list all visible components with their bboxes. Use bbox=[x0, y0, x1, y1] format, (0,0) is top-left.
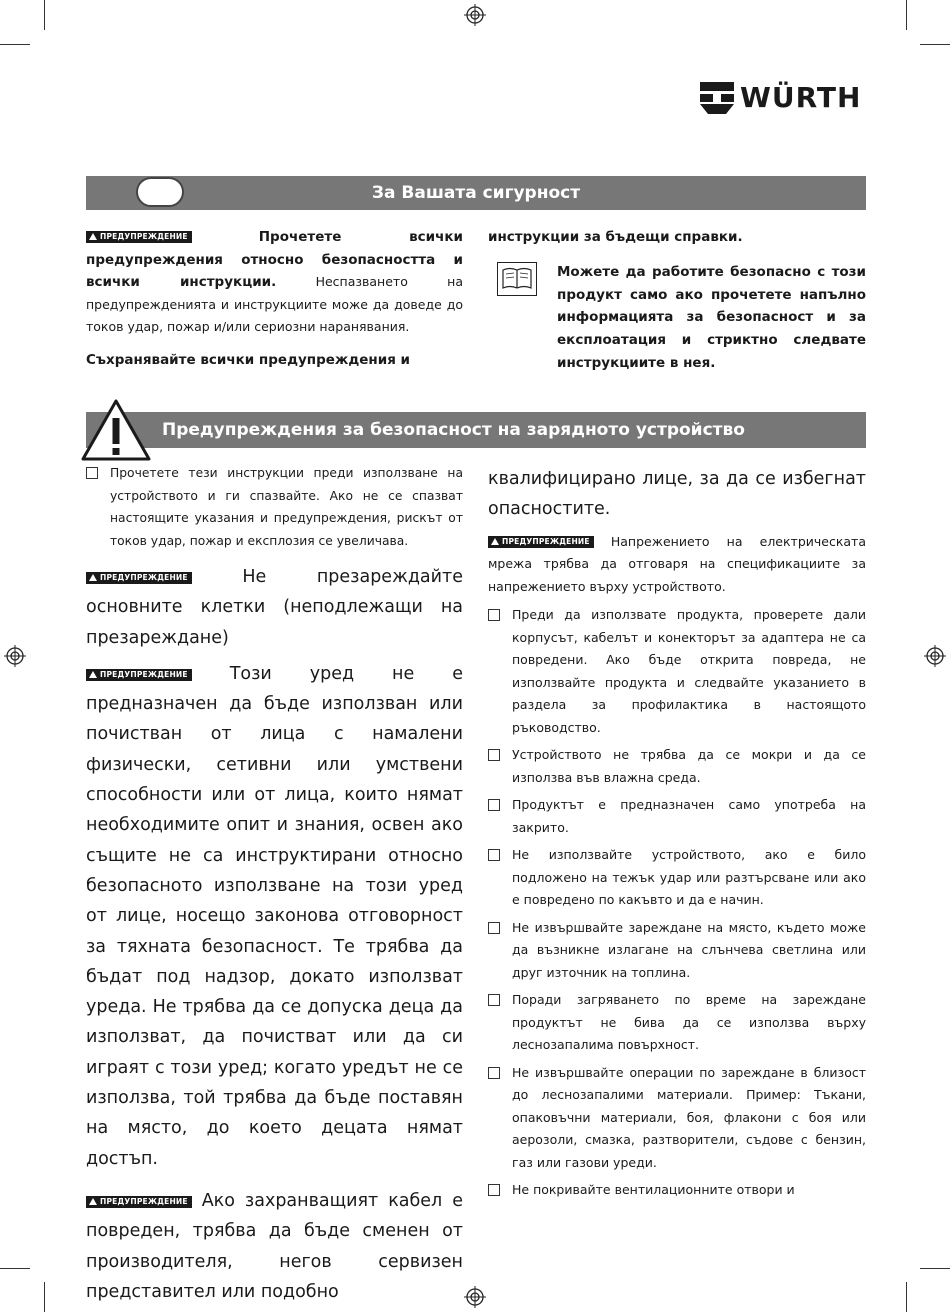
warning-triangle-icon bbox=[89, 671, 97, 678]
registration-mark-icon bbox=[4, 645, 26, 667]
warning-badge: ПРЕДУПРЕЖДЕНИЕ bbox=[86, 669, 192, 681]
warning-paragraph: ПРЕДУПРЕЖДЕНИЕ Този уред не е предназначен да бъде използван или почистван от лица с намалени физически, сетивни или умствени способности или от лица, които нямат необходимите опит и знания, освен ако същите не са инструктирани относно безопасното използване на този уред от лице, носещо законова отговорност за тяхната безопасност. Те трябва да бъдат под надзор, докато използват уреда. Не трябва да се допуска деца да използват, да почистват или да си играят с този уред; когато уредът не се използва, той трябва да бъде поставян на място, до което децата нямат достъп. bbox=[86, 663, 463, 1169]
wurth-logo-icon bbox=[700, 80, 734, 114]
warning-badge: ПРЕДУПРЕЖДЕНИЕ bbox=[488, 536, 594, 548]
list-item: Устройството не трябва да се мокри и да се използва във влажна среда. bbox=[488, 744, 866, 789]
list-item: Не извършвайте операции по зареждане в близост до леснозапалими материали. Пример: Тъкани, опаковъчни материали, боя, флакони с боя или аерозоли, смазка, разтворители, съдове с бензин, газ или газови уреди. bbox=[488, 1062, 866, 1175]
crop-mark bbox=[920, 44, 950, 45]
warning-paragraph: ПРЕДУПРЕЖДЕНИЕ Ако захранващият кабел е повреден, трябва да бъде сменен от производителя, негов сервизен представител или подобно bbox=[86, 1190, 463, 1302]
read-warnings-bold: Прочетете всички предупреждения относно безопасността и всички инструкции. bbox=[86, 229, 463, 290]
crop-mark bbox=[906, 1282, 907, 1312]
registration-mark-icon bbox=[924, 645, 946, 667]
crop-mark bbox=[0, 1268, 30, 1269]
checkbox-icon bbox=[488, 1184, 500, 1196]
list-item: Не извършвайте зареждане на място, където може да възникне излагане на слънчева светлина или друг източник на топлина. bbox=[488, 917, 866, 985]
checkbox-icon bbox=[86, 467, 98, 479]
warning-badge: ПРЕДУПРЕЖДЕНИЕ bbox=[86, 231, 192, 243]
warning-paragraph: ПРЕДУПРЕЖДЕНИЕ Напрежението на електрическата мрежа трябва да отговаря на спецификациите за напрежението върху устройството. bbox=[488, 533, 866, 594]
registration-mark-icon bbox=[464, 1286, 486, 1308]
crop-mark bbox=[920, 1268, 950, 1269]
wurth-logo bbox=[700, 80, 861, 114]
checkbox-icon bbox=[488, 849, 500, 861]
checkbox-icon bbox=[488, 1067, 500, 1079]
brand-name: WÜRTH bbox=[740, 80, 862, 114]
keep-instructions-cont: инструкции за бъдещи справки. bbox=[488, 229, 743, 245]
book-note: Можете да работите безопасно с този продукт само ако прочетете напълно информацията за безопасност и за експлоатация и стриктно следвате инструкциите в нея. bbox=[557, 264, 866, 371]
checkbox-icon bbox=[488, 799, 500, 811]
list-item: Прочетете тези инструкции преди използване на устройството и ги спазвайте. Ако не се спазват настоящите указания и предупреждения, рискът от токов удар, пожар и експлозия се увеличава. bbox=[86, 462, 463, 552]
warning-triangle-icon bbox=[89, 574, 97, 581]
warning-badge: ПРЕДУПРЕЖДЕНИЕ bbox=[86, 572, 192, 584]
read-warnings-text: Неспазването на предупрежденията и инструкциите може да доведе до токов удар, пожар и/или сериозни наранявания. bbox=[86, 274, 463, 334]
crop-mark bbox=[44, 1282, 45, 1312]
section-title: Предупреждения за безопасност на зарядното устройство bbox=[162, 420, 745, 440]
warning-triangle-icon bbox=[89, 1198, 97, 1205]
section-header-charger bbox=[86, 412, 866, 448]
charger-warnings-left bbox=[86, 462, 463, 1307]
section-header-safety bbox=[86, 176, 866, 210]
registration-mark-icon bbox=[464, 4, 486, 26]
section-title: За Вашата сигурност bbox=[371, 183, 581, 203]
warning-triangle-icon bbox=[89, 233, 97, 240]
book-icon bbox=[497, 262, 537, 296]
safety-intro-left bbox=[86, 226, 463, 371]
crop-mark bbox=[906, 0, 907, 30]
crop-mark bbox=[44, 0, 45, 30]
charger-warnings-right bbox=[488, 464, 866, 1202]
crop-mark bbox=[0, 44, 30, 45]
continued-paragraph: квалифицирано лице, за да се избегнат опасностите. bbox=[488, 469, 866, 520]
checkbox-icon bbox=[488, 749, 500, 761]
list-item: Преди да използвате продукта, проверете дали корпусът, кабелът и конекторът за адаптера не са повредени. Ако бъде открита повреда, не използвайте продукта и следвайте указанието в раздела за профилактика в настоящото ръководство. bbox=[488, 604, 866, 739]
keep-instructions-bold: Съхранявайте всички предупреждения и bbox=[86, 351, 411, 368]
warning-triangle-icon bbox=[80, 398, 152, 462]
warning-triangle-icon bbox=[491, 538, 499, 545]
list-item: Поради загряването по време на зареждане продуктът не бива да се използва върху леснозапалима повърхност. bbox=[488, 989, 866, 1057]
list-item: Продуктът е предназначен само употреба на закрито. bbox=[488, 794, 866, 839]
list-item: Не покривайте вентилационните отвори и bbox=[488, 1179, 866, 1202]
checkbox-icon bbox=[488, 922, 500, 934]
warning-badge: ПРЕДУПРЕЖДЕНИЕ bbox=[86, 1196, 192, 1208]
checkbox-icon bbox=[488, 609, 500, 621]
checkbox-icon bbox=[488, 994, 500, 1006]
warning-paragraph: ПРЕДУПРЕЖДЕНИЕ Не презареждайте основните клетки (неподлежащи на презареждане) bbox=[86, 567, 463, 648]
list-item: Не използвайте устройството, ако е било подложено на тежък удар или разтърсване или ако е повредено по какъвто и да е начин. bbox=[488, 844, 866, 912]
